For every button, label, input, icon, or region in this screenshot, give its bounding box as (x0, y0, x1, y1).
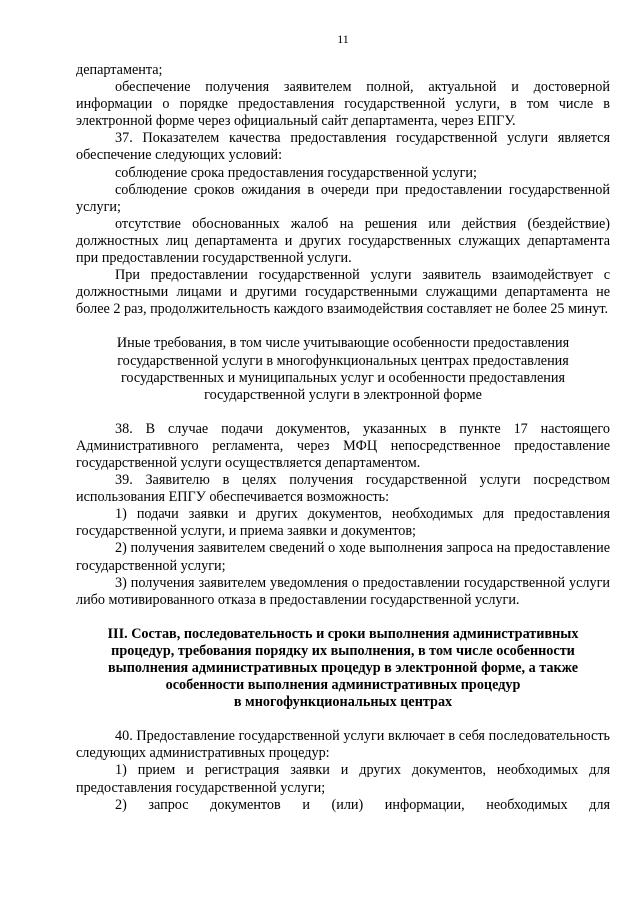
heading-line: Иные требования, в том числе учитывающие особенности предоставления (116, 335, 570, 352)
paragraph-40-item-1: 1) прием и регистрация заявки и других документов, необходимых для предоставления государственной услуги; (76, 762, 610, 796)
heading-line: государственных и муниципальных услуг и особенности предоставления (120, 369, 566, 386)
section-heading-other-requirements (76, 335, 610, 403)
section-heading-iii (76, 626, 610, 711)
paragraph-39-item-2: 2) получения заявителем сведений о ходе выполнения запроса на предоставление государственной услуги; (76, 540, 610, 574)
paragraph-deadline: соблюдение срока предоставления государственной услуги; (115, 164, 477, 181)
heading-line: особенности выполнения административных процедур (165, 677, 521, 694)
heading-line: процедур, требования порядку их выполнения, в том числе особенности (111, 642, 575, 659)
paragraph-40-item-2: 2) запрос документов и (или) информации, необходимых для (115, 796, 610, 813)
paragraph-37: 37. Показателем качества предоставления государственной услуги является обеспечение следующих условий: (76, 130, 610, 164)
heading-line: государственной услуги в многофункциональных центрах предоставления (117, 352, 569, 369)
paragraph-queue: соблюдение сроков ожидания в очереди при предоставлении государственной услуги; (76, 181, 610, 215)
paragraph-department: департамента; (76, 62, 163, 78)
heading-line: III. Состав, последовательность и сроки выполнения административных (107, 625, 579, 642)
paragraph-39-item-1: 1) подачи заявки и других документов, необходимых для предоставления государственной услуги, и приема заявки и документов; (76, 506, 610, 540)
paragraph-39: 39. Заявителю в целях получения государственной услуги посредством использования ЕПГУ обеспечивается возможность: (76, 472, 610, 506)
paragraph-40: 40. Предоставление государственной услуги включает в себя последовательность следующих административных процедур: (76, 728, 610, 762)
heading-line: в многофункциональных центрах (233, 694, 453, 711)
heading-line: государственной услуги в электронной форме (204, 386, 482, 403)
paragraph-38: 38. В случае подачи документов, указанных в пункте 17 настоящего Административного регламента, через МФЦ непосредственное предоставление государственной услуги осуществляется департаментом. (76, 420, 610, 471)
page-number: 11 (337, 32, 349, 46)
paragraph-interaction: При предоставлении государственной услуги заявитель взаимодействует с должностными лицами и другими государственными служащими департамента не более 2 раз, продолжительность каждого взаимодействия составляет не более 25 минут. (76, 267, 610, 318)
heading-line: выполнения административных процедур в электронной форме, а также (107, 660, 579, 676)
paragraph-39-item-3: 3) получения заявителем уведомления о предоставлении государственной услуги либо мотивированного отказа в предоставлении государственной услуги. (76, 574, 610, 608)
paragraph-information: обеспечение получения заявителем полной, актуальной и достоверной информации о порядке предоставления государственной услуги, в том числе в электронной форме через официальный сайт департамента, через ЕПГУ. (76, 79, 610, 130)
paragraph-complaints: отсутствие обоснованных жалоб на решения или действия (бездействие) должностных лиц департамента и других государственных служащих департамента при предоставлении государственной услуги. (76, 215, 610, 267)
